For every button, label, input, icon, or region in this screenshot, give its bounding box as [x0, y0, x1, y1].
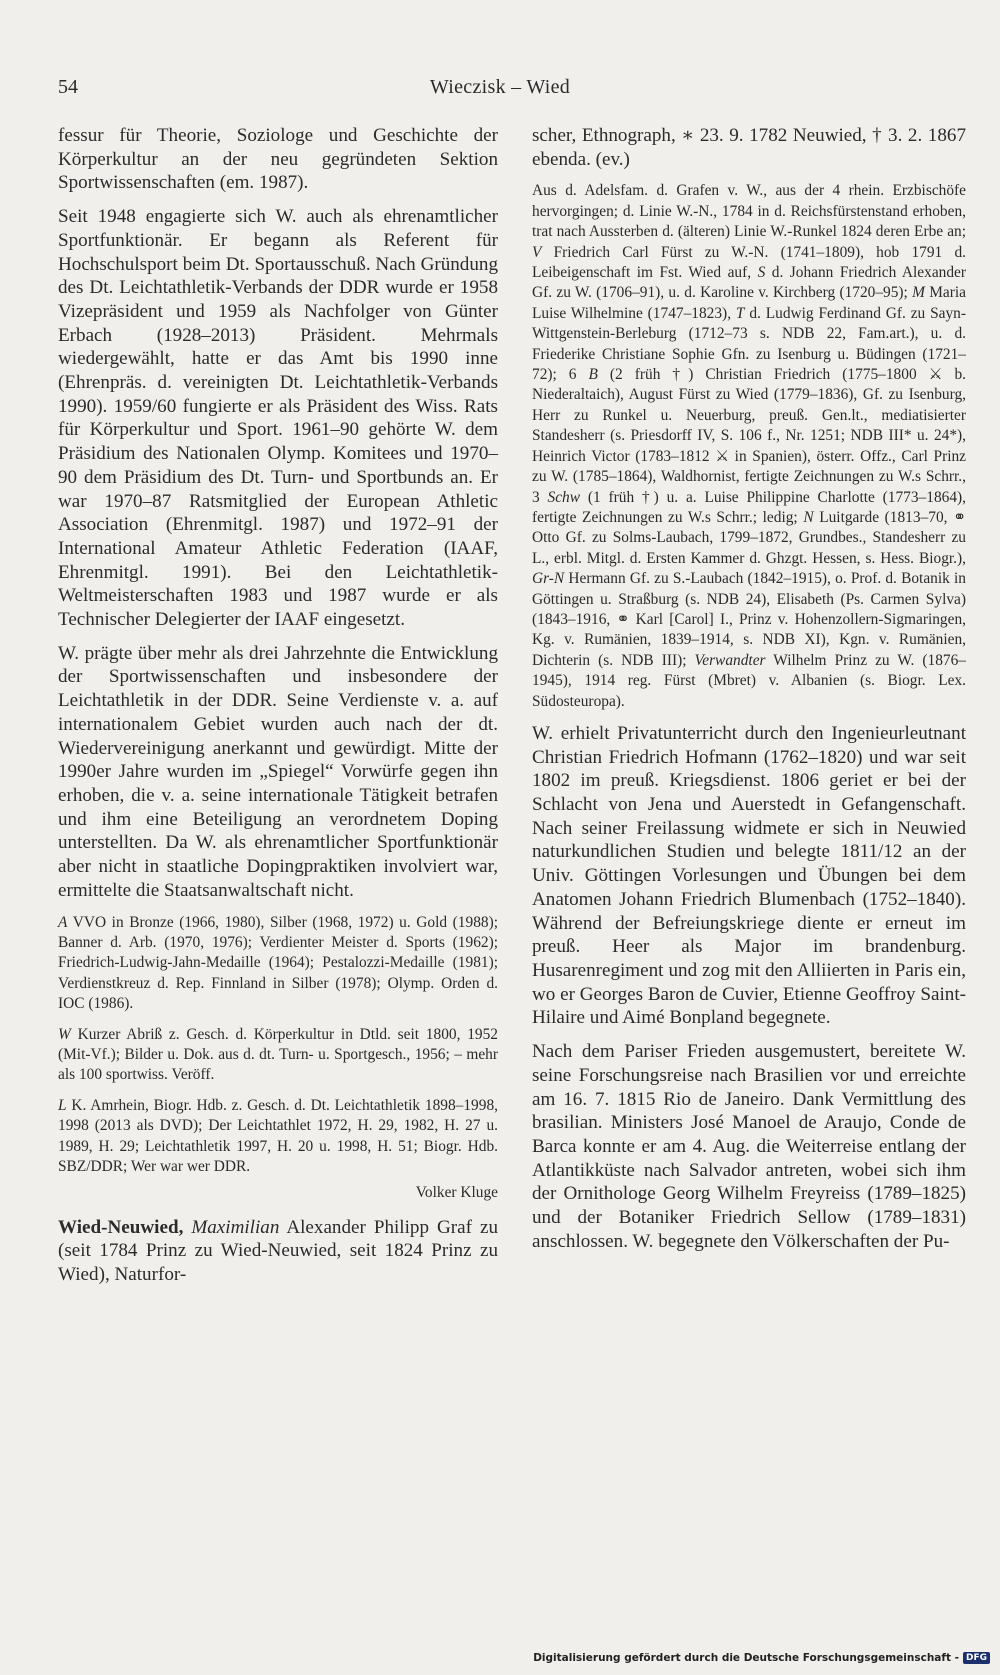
- new-entry: [58, 1216, 498, 1287]
- genealogy-paragraph: [532, 181, 966, 712]
- genealogy-text: d. Johann Friedrich Alexander Gf. zu W. (1706–91), u. d. Karoline v. Kirchberg (1720–95);: [532, 264, 967, 302]
- paragraph: W. erhielt Privatunterricht durch den Ingenieurleutnant Christian Friedrich Hofmann (1762–1820) und war seit 1802 im preuß. Kriegsdienst. 1806 geriet er bei der Schlacht von Jena und Auerstedt in Gefangenschaft. Nach seiner Freilassung widmete er sich in Neuwied naturkundlichen Studien und belegte 1811/12 an der Univ. Göttingen Vorlesungen und Übungen bei dem Anatomen Johann Friedrich Blumenbach (1752–1840). Während der Befreiungskriege diente er erneut im preuß. Heer als Major im brandenburg. Husarenregiment und zog mit den Alliierten in Paris ein, wo er Georges Baron de Cuvier, Etienne Geoffroy Saint-Hilaire und Aimé Bonpland begegnete.: [532, 722, 966, 1029]
- paragraph: scher, Ethnograph, ∗ 23. 9. 1782 Neuwied, † 3. 2. 1867 ebenda. (ev.): [532, 125, 966, 170]
- genealogy-text: d. Ludwig Ferdinand Gf. zu Sayn-Wittgenstein-Berleburg (1712–73 s. NDB 22, Fam.art.), u. d. Friederike Christiane Sophie Gfn. zu Isenburg u. Büdingen (1721–72); 6: [532, 304, 966, 384]
- digitization-footer: [533, 1652, 990, 1664]
- genealogy-text: (1 früh †) u. a. Luise Philippine Charlotte (1773–1864), fertigte Zeichnungen zu W.s Schrr.; ledig;: [532, 488, 967, 526]
- footer-text: Digitalisierung gefördert durch die Deutsche Forschungsgemeinschaft -: [533, 1652, 959, 1664]
- literature-entry: [58, 1096, 498, 1178]
- genealogy-tag: Schw: [547, 488, 581, 506]
- genealogy-tag: M: [912, 284, 925, 302]
- right-column: [532, 124, 966, 1263]
- entry-heading-paragraph: [58, 1216, 498, 1287]
- works-tag: W: [58, 1025, 71, 1043]
- genealogy: [532, 181, 966, 712]
- paragraph: Nach dem Pariser Frieden ausgemustert, bereitete W. seine Forschungsreise nach Brasilien vor und erreichte am 16. 7. 1815 Rio de Janeiro. Dank Vermittlung des brasilian. Ministers José Manoel de Araujo, Conde de Barca konnte er am 4. Aug. die Weiterreise entlang der Atlantikküste nach Salvador antreten, wobei sich ihm der Ornithologe Georg Wilhelm Freyreiss (1789–1825) und der Botaniker Friedrich Sellow (1789–1831) anschlossen. W. begegnete den Völkerschaften der Pu-: [532, 1041, 966, 1252]
- genealogy-text: Friedrich Carl Fürst zu W.-N. (1741–1809), hob 1791 d. Leibeigenschaft im Fst. Wied auf,: [532, 243, 966, 282]
- paragraph: Seit 1948 engagierte sich W. auch als ehrenamtlicher Sportfunktionär. Er begann als Referent für Hochschulsport beim Dt. Sportausschuß. Nach Gründung des Dt. Leichtathletik-Verbands der DDR wurde er 1958 Vizepräsident und 1959 als Nachfolger von Günter Erbach (1928–2013) Präsident. Mehrmals wiedergewählt, hatte er das Amt bis 1990 inne (Ehrenpräs. d. vereinigten Dt. Leichtathletik-Verbands 1990). 1959/60 fungierte er als Präsident des Wiss. Rats für Körperkultur und Sport. 1961–90 gehörte W. dem Präsidium des Nationalen Olymp. Komitees und 1970–90 dem Präsidium des Dt. Turn- und Sportbunds an. Er war 1970–87 Ratsmitglied der European Athletic Association (Ehrenmitgl. 1987) und 1972–91 der International Amateur Athletic Federation (IAAF, Ehrenmitgl. 1991). Bei den Leichtathletik-Weltmeisterschaften 1983 und 1987 wurde er als Technischer Delegierter der IAAF eingesetzt.: [58, 206, 498, 631]
- left-main-text: [58, 124, 498, 903]
- genealogy-tag: T: [735, 304, 745, 322]
- genealogy-text: Maria Luise Wilhelmine (1747–1823),: [532, 284, 966, 322]
- genealogy-text: Hermann Gf. zu S.-Laubach (1842–1915), o. Prof. d. Botanik in Göttingen u. Straßburg (s. NDB 24), Elisabeth (Ps. Carmen Sylva) (1843–1916, ⚭ Karl [Carol] I., Prinz v. Hohenzollern-Sigmaringen, Kg. v. Rumänien, 1839–1914, s. NDB XI), Kgn. v. Rumänien, Dichterin (s. NDB III);: [532, 570, 966, 669]
- author-name: Volker Kluge: [415, 1184, 498, 1202]
- dfg-logo: DFG: [963, 1652, 990, 1664]
- genealogy-tag: B: [588, 366, 598, 384]
- entry-surname: Wied-Neuwied,: [58, 1216, 184, 1238]
- literature-text: K. Amrhein, Biogr. Hdb. z. Gesch. d. Dt. Leichtathletik 1898–1998, 1998 (2013 als DVD); Der Leichtathlet 1972, H. 29, 1982, H. 27 u. 1989, H. 29; Leichtathletik 1997, H. 20 u. 1998, H. 51; Biogr. Hdb. SBZ/DDR; Wer war wer DDR.: [58, 1096, 498, 1175]
- genealogy-tag: Gr-N: [532, 570, 565, 588]
- works-entry: [58, 1025, 498, 1086]
- entry-forename: Maximilian: [191, 1216, 280, 1238]
- awards-tag: A: [58, 913, 68, 931]
- left-column: [58, 124, 498, 1297]
- genealogy-text: Wilhelm Prinz zu W. (1876–1945), 1914 reg. Fürst (Mbret) v. Albanien (s. Biogr. Lex. Südosteuropa).: [532, 651, 966, 710]
- genealogy-tag: N: [803, 508, 814, 526]
- genealogy-text: Aus d. Adelsfam. d. Grafen v. W., aus der 4 rhein. Erzbischöfe hervorgingen; d. Linie W.-N., 1784 in d. Reichsfürstenstand erhoben, trat nach Aussterben d. (älteren) Linie W.-Runkel 1824 deren Erbe an;: [532, 182, 966, 241]
- genealogy-tag: S: [757, 264, 766, 282]
- running-head: Wieczisk – Wied: [429, 76, 571, 98]
- genealogy-text: Luitgarde (1813–70, ⚭ Otto Gf. zu Solms-Laubach, 1799–1872, Grundbes., Standesherr zu L., erbl. Mitgl. d. Ersten Kammer d. Ghzgt. Hessen, s. Hess. Biogr.),: [532, 508, 966, 567]
- genealogy-text: (2 früh †) Christian Friedrich (1775–1800 ⚔ b. Niederaltaich), August Fürst zu Wied (1779–1836), Gf. zu Isenburg, Herr zu Runkel u. Neuerburg, preuß. Gen.lt., mediatisierter Standesherr (s. Priesdorff IV, S. 106 f., Nr. 1251; NDB III* u. 24*), Heinrich Victor (1783–1812 ⚔ in Spanien), österr. Offz., Carl Prinz zu W. (1785–1864), Waldhornist, fertigte Zeichnungen zu W.s Schrr., 3: [532, 366, 966, 506]
- paragraph: fessur für Theorie, Soziologe und Geschichte der Körperkultur an der neu gegründeten Sektion Sportwissenschaften (em. 1987).: [58, 125, 498, 194]
- paragraph: W. prägte über mehr als drei Jahrzehnte die Entwicklung der Sportwissenschaften und insbesondere der Leichtathletik in der DDR. Seine Verdienste v. a. auf internationalem Gebiet wurden auch nach der dt. Wiedervereinigung anerkannt und gewürdigt. Mitte der 1990er Jahre wurden im „Spiegel“ Vorwürfe gegen ihn erhoben, die v. a. seine internationale Tätigkeit betrafen und ihm eine Beteiligung an verordnetem Doping unterstellten. Da W. als ehrenamtlicher Sportfunktionär aber nicht in staatliche Dopingpraktiken involviert war, ermittelte die Staatsanwaltschaft nicht.: [58, 642, 498, 901]
- works-text: Kurzer Abriß z. Gesch. d. Körperkultur in Dtld. seit 1800, 1952 (Mit-Vf.); Bilder u. Dok. aus d. dt. Turn- u. Sportgesch., 1956; – mehr als 100 sportwiss. Veröff.: [58, 1025, 498, 1084]
- literature-tag: L: [58, 1096, 67, 1114]
- genealogy-tag: V: [532, 243, 542, 261]
- genealogy-tag: Verwandter: [694, 651, 766, 669]
- right-main-text: [532, 722, 966, 1253]
- page-number: 54: [58, 76, 78, 98]
- awards-entry: [58, 913, 498, 1015]
- entry-rest: Alexander Philipp Graf zu (seit 1784 Prinz zu Wied-Neuwied, seit 1824 Prinz zu Wied), Naturfor-: [58, 1216, 498, 1286]
- references: [58, 913, 498, 1178]
- right-intro: [532, 124, 966, 171]
- awards-text: VVO in Bronze (1966, 1980), Silber (1968, 1972) u. Gold (1988); Banner d. Arb. (1970, 1976); Verdienter Meister d. Sports (1962); Friedrich-Ludwig-Jahn-Medaille (1964); Pestalozzi-Medaille (1981); Verdienstkreuz d. Rep. Finnland in Silber (1978); Olymp. Orden d. IOC (1986).: [58, 913, 498, 1013]
